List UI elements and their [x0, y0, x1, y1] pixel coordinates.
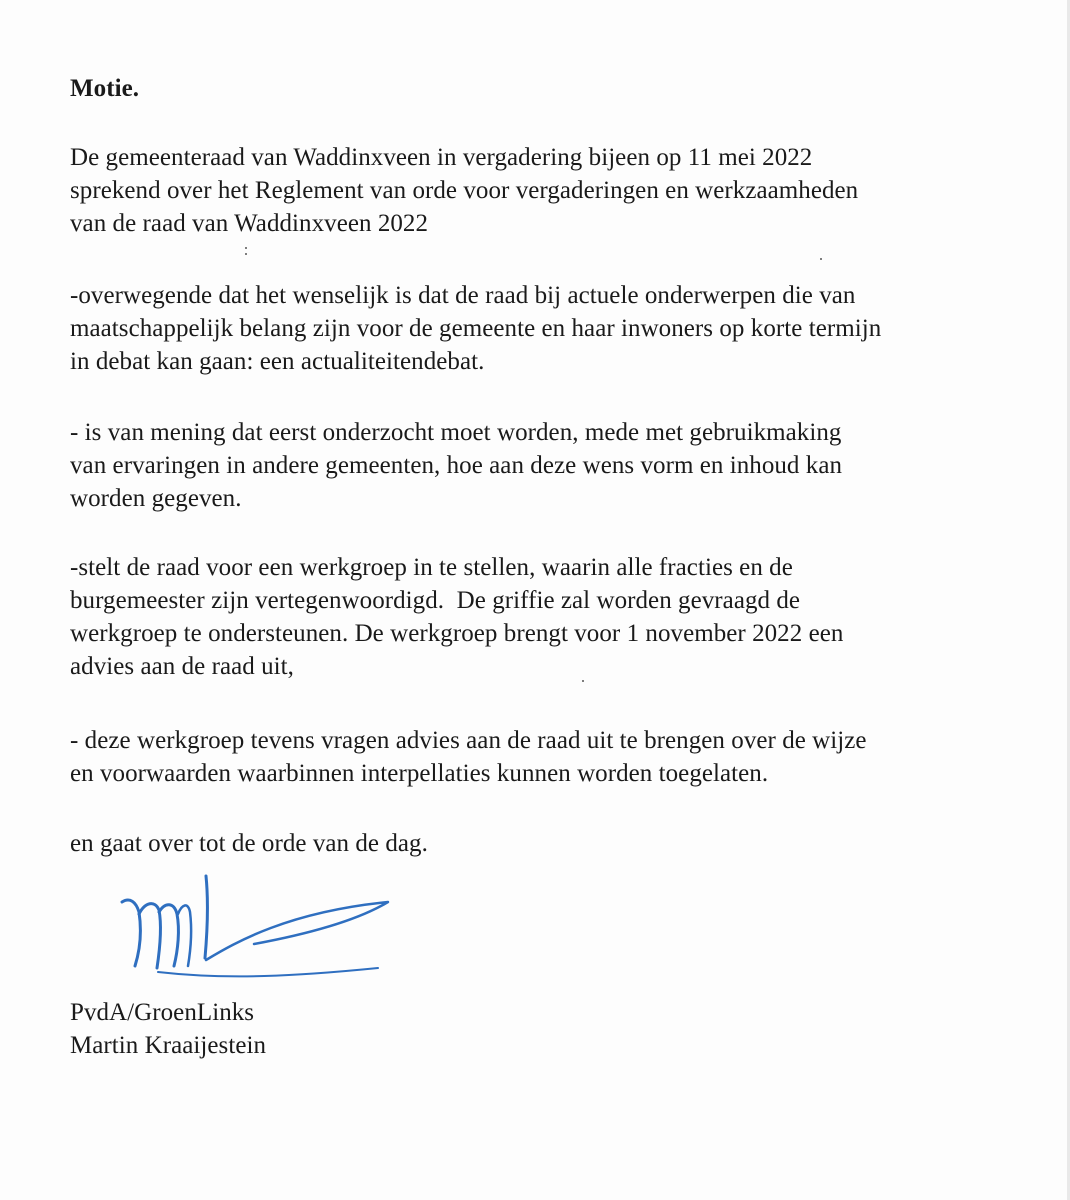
paragraph-line: -stelt de raad voor een werkgroep in te stellen, waarin alle fracties en de — [70, 554, 793, 581]
considering-paragraph — [70, 279, 1030, 378]
paragraph-line: en voorwaarden waarbinnen interpellaties kunnen worden toegelaten. — [70, 760, 769, 787]
proposal-paragraph — [70, 551, 1030, 683]
paragraph-line: burgemeester zijn vertegenwoordigd. De griffie zal worden gevraagd de — [70, 587, 801, 614]
paragraph-line: -overwegende dat het wenselijk is dat de raad bij actuele onderwerpen die van — [70, 282, 856, 309]
intro-line: van de raad van Waddinxveen 2022 — [70, 210, 429, 237]
paragraph-line: van ervaringen in andere gemeenten, hoe aan deze wens vorm en inhoud kan — [70, 452, 843, 479]
paragraph-line: in debat kan gaan: een actualiteitendebat. — [70, 348, 485, 375]
scan-speck — [582, 680, 584, 682]
paragraph-line: maatschappelijk belang zijn voor de gemeente en haar inwoners op korte termijn — [70, 315, 882, 342]
signer-name: Martin Kraaijestein — [70, 1032, 267, 1059]
document-title: Motie. — [70, 75, 140, 102]
scan-speck — [245, 253, 247, 255]
intro-line: De gemeenteraad van Waddinxveen in vergadering bijeen op 11 mei 2022 — [70, 144, 813, 171]
paragraph-line: advies aan de raad uit, — [70, 653, 294, 680]
advice-paragraph — [70, 724, 1030, 790]
paragraph-line: - deze werkgroep tevens vragen advies aan de raad uit te brengen over de wijze — [70, 727, 867, 754]
paragraph-line: werkgroep te ondersteunen. De werkgroep brengt voor 1 november 2022 een — [70, 620, 844, 647]
intro-paragraph — [70, 141, 1030, 240]
signer-party: PvdA/GroenLinks — [70, 999, 255, 1026]
closing-line: en gaat over tot de orde van de dag. — [70, 830, 428, 857]
opinion-paragraph — [70, 416, 1030, 515]
handwritten-signature — [118, 872, 398, 992]
intro-line: sprekend over het Reglement van orde voor vergaderingen en werkzaamheden — [70, 177, 859, 204]
paragraph-line: - is van mening dat eerst onderzocht moet worden, mede met gebruikmaking — [70, 419, 842, 446]
scan-speck — [820, 258, 822, 260]
scan-speck — [245, 247, 247, 249]
signer-block — [70, 996, 1030, 1062]
paragraph-line: worden gegeven. — [70, 485, 242, 512]
